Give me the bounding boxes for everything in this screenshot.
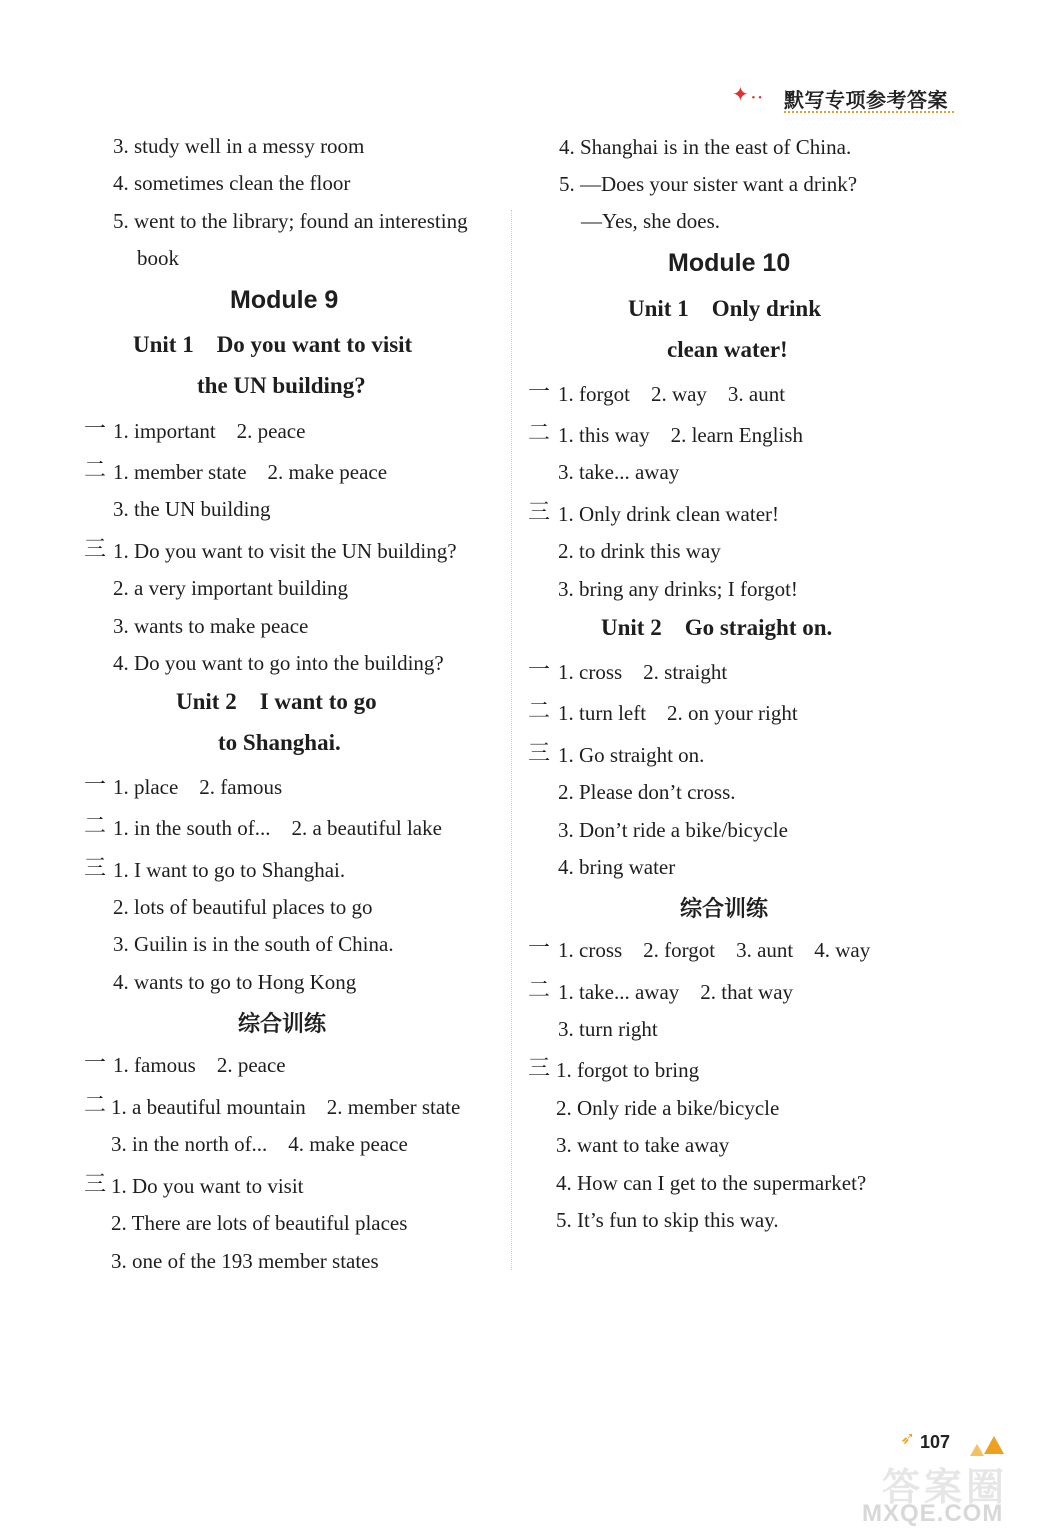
section-mark: 三: [528, 741, 551, 766]
answer-line: 1. important 2. peace: [113, 419, 306, 443]
answer-line: 3. in the north of... 4. make peace: [111, 1132, 408, 1156]
answer-line: 1. I want to go to Shanghai.: [113, 858, 346, 882]
page-header: [724, 82, 954, 118]
triangle-icon: [984, 1436, 1004, 1454]
unit-title: Unit 2 I want to go: [176, 689, 377, 714]
answer-line: 3. take... away: [558, 460, 680, 484]
answer-line: 2. to drink this way: [558, 539, 721, 563]
section-mark: 二: [528, 978, 551, 1003]
unit-title: the UN building?: [197, 373, 366, 398]
star-icon: ✦ • •: [732, 84, 762, 106]
watermark: [862, 1456, 1042, 1528]
answer-line: 3. turn right: [558, 1017, 658, 1041]
list-item: 5. —Does your sister want a drink?: [559, 172, 858, 196]
answer-line: 1. Do you want to visit: [111, 1174, 304, 1198]
watermark-url: MXQE.COM: [862, 1500, 1004, 1527]
answer-line: 1. place 2. famous: [113, 775, 283, 799]
answer-line: 2. lots of beautiful places to go: [113, 895, 373, 919]
answer-line: 1. member state 2. make peace: [113, 460, 388, 484]
section-mark: 二: [84, 458, 107, 483]
unit-title: Unit 1 Only drink: [628, 296, 821, 321]
section-mark: 二: [84, 814, 107, 839]
list-item: 3. study well in a messy room: [113, 134, 365, 158]
module-title: Module 9: [230, 286, 339, 314]
answer-line: 3. one of the 193 member states: [111, 1249, 379, 1273]
answer-line: 4. How can I get to the supermarket?: [556, 1171, 867, 1195]
answer-line: 1. cross 2. straight: [558, 660, 728, 684]
answer-line: 3. wants to make peace: [113, 614, 309, 638]
unit-title: clean water!: [667, 337, 788, 362]
answer-line: 1. in the south of... 2. a beautiful lake: [113, 816, 442, 840]
header-title: 默写专项参考答案: [784, 88, 948, 112]
answer-line: 1. turn left 2. on your right: [558, 701, 798, 725]
answer-line: 3. bring any drinks; I forgot!: [558, 577, 798, 601]
section-mark: 三: [84, 856, 107, 881]
section-mark: 三: [528, 1056, 551, 1081]
answer-line: 4. wants to go to Hong Kong: [113, 970, 357, 994]
list-item: 4. sometimes clean the floor: [113, 171, 351, 195]
section-mark: 一: [528, 380, 551, 405]
section-mark: 一: [84, 1051, 107, 1076]
answer-line: 1. cross 2. forgot 3. aunt 4. way: [558, 938, 871, 962]
answer-line: 1. Do you want to visit the UN building?: [113, 539, 457, 563]
answer-line: 3. Guilin is in the south of China.: [113, 932, 394, 956]
list-item: —Yes, she does.: [581, 209, 721, 233]
answer-line: 1. a beautiful mountain 2. member state: [111, 1095, 461, 1119]
section-mark: 二: [84, 1093, 107, 1118]
unit-title: Unit 1 Do you want to visit: [133, 332, 413, 357]
review-title: 综合训练: [680, 897, 769, 922]
review-title: 综合训练: [238, 1012, 327, 1037]
answer-line: 3. Don’t ride a bike/bicycle: [558, 818, 788, 842]
list-item: 5. went to the library; found an interesting: [113, 209, 468, 233]
answer-line: 1. forgot to bring: [556, 1058, 700, 1082]
answer-line: 2. Only ride a bike/bicycle: [556, 1096, 780, 1120]
list-item: 4. Shanghai is in the east of China.: [559, 135, 852, 159]
answer-line: 2. Please don’t cross.: [558, 780, 736, 804]
answer-line: 1. Only drink clean water!: [558, 502, 780, 526]
answer-line: 1. forgot 2. way 3. aunt: [558, 382, 786, 406]
section-mark: 一: [84, 417, 107, 442]
header-underline: [784, 111, 954, 113]
section-mark: 二: [528, 699, 551, 724]
section-mark: 三: [528, 500, 551, 525]
page-number: 107: [920, 1432, 951, 1452]
answer-line: 1. Go straight on.: [558, 743, 705, 767]
answer-line: 3. want to take away: [556, 1133, 730, 1157]
unit-title: to Shanghai.: [218, 730, 341, 755]
answer-line: 4. Do you want to go into the building?: [113, 651, 444, 675]
answer-line: 4. bring water: [558, 855, 676, 879]
answer-line: 5. It’s fun to skip this way.: [556, 1208, 779, 1232]
section-mark: 一: [528, 658, 551, 683]
answer-line: 2. a very important building: [113, 576, 349, 600]
module-title: Module 10: [668, 249, 791, 277]
list-item: book: [137, 246, 179, 270]
watermark-text: 答案圈: [882, 1465, 1009, 1509]
section-mark: 三: [84, 1172, 107, 1197]
section-mark: 一: [528, 936, 551, 961]
section-mark: 一: [84, 773, 107, 798]
section-mark: 三: [84, 537, 107, 562]
triangle-icon: [970, 1444, 984, 1456]
unit-title: Unit 2 Go straight on.: [601, 615, 833, 640]
answer-line: 1. this way 2. learn English: [558, 423, 803, 447]
answer-line: 1. take... away 2. that way: [558, 980, 794, 1004]
section-mark: 二: [528, 421, 551, 446]
swirl-icon: ➶: [900, 1428, 916, 1448]
answer-line: 1. famous 2. peace: [113, 1053, 286, 1077]
answer-line: 3. the UN building: [113, 497, 271, 521]
column-divider: [511, 210, 512, 1270]
answer-line: 2. There are lots of beautiful places: [111, 1211, 408, 1235]
